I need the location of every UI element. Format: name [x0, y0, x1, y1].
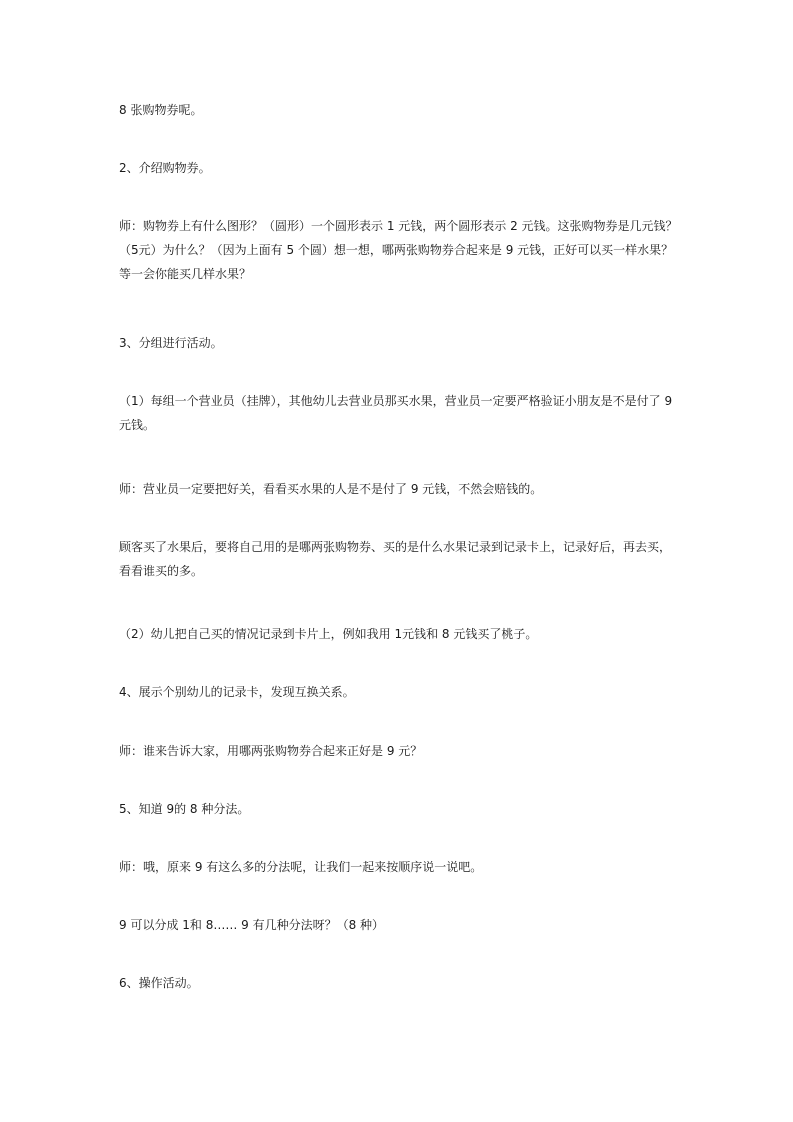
text-line: （2）幼儿把自己买的情况记录到卡片上，例如我用 1元钱和 8 元钱买了桃子。 [119, 627, 538, 641]
text-line: 5、知道 9的 8 种分法。 [119, 802, 250, 816]
text-line: 4、展示个别幼儿的记录卡，发现互换关系。 [119, 685, 355, 699]
section-heading-2 [119, 156, 679, 180]
paragraph-teacher-cashier [119, 477, 679, 501]
section-heading-6 [119, 971, 679, 995]
text-line: 师：哦，原来 9 有这么多的分法呢，让我们一起来按顺序说一说吧。 [119, 860, 483, 874]
text-line: 顾客买了水果后，要将自己用的是哪两张购物券、买的是什么水果记录到记录卡上，记录好后，再去买， [119, 540, 672, 554]
text-line: 2、介绍购物券。 [119, 161, 211, 175]
paragraph-intro-end [119, 98, 679, 122]
text-line: 元钱。 [119, 418, 156, 432]
section-heading-3 [119, 331, 679, 355]
text-line: 师：购物券上有什么图形？（圆形）一个圆形表示 1 元钱，两个圆形表示 2 元钱。这张购物券是几元钱？ [119, 219, 678, 233]
text-line: 等一会你能买几样水果？ [119, 267, 252, 281]
paragraph-nine-splits [119, 913, 679, 937]
paragraph-teacher-coupon [119, 214, 679, 286]
paragraph-teacher-question [119, 739, 679, 763]
text-line: 看看谁买的多。 [119, 564, 204, 578]
text-line: 3、分组进行活动。 [119, 336, 223, 350]
text-line: 8 张购物券呢。 [119, 103, 203, 117]
paragraph-customer-record [119, 535, 679, 583]
text-line: 6、操作活动。 [119, 976, 199, 990]
text-line: 师：营业员一定要把好关，看看买水果的人是不是付了 9 元钱，不然会赔钱的。 [119, 482, 543, 496]
text-line: （1）每组一个营业员（挂牌），其他幼儿去营业员那买水果，营业员一定要严格验证小朋友是不是付了 9 [119, 394, 673, 408]
text-line: 师：谁来告诉大家，用哪两张购物券合起来正好是 9 元？ [119, 744, 423, 758]
paragraph-teacher-order [119, 855, 679, 879]
text-line: （5元）为什么？（因为上面有 5 个圆）想一想，哪两张购物券合起来是 9 元钱，正好可以买一样水果？ [119, 243, 674, 257]
text-line: 9 可以分成 1和 8…… 9 有几种分法呀？（8 种） [119, 918, 385, 932]
paragraph-group-activity [119, 389, 679, 437]
section-heading-5 [119, 797, 679, 821]
section-heading-4 [119, 680, 679, 704]
paragraph-child-record [119, 622, 679, 646]
